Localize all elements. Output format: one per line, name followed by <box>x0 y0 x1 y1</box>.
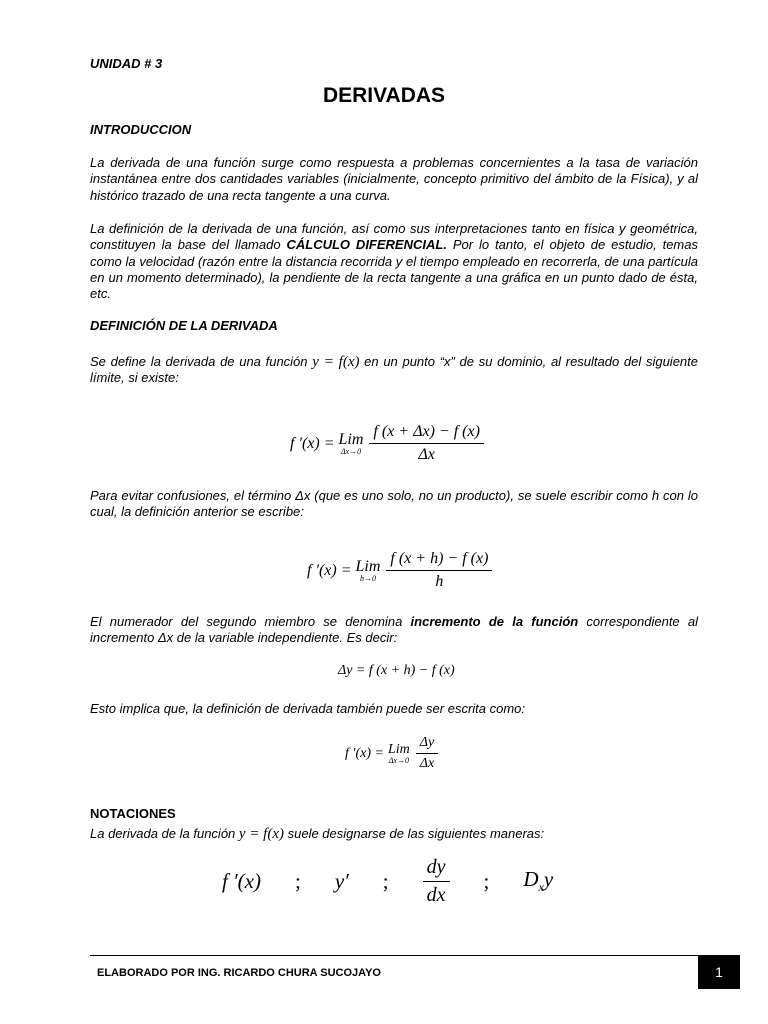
definition-paragraph-2: Para evitar confusiones, el término Δx (que es uno solo, no un producto), se suele escribir como h con lo cual, la definición anterior se escribe: <box>90 488 698 520</box>
definition-paragraph-1: Se define la derivada de una función y = f(x) en un punto “x” de su dominio, al resultado del siguiente límite, si existe: <box>90 354 698 386</box>
definition-paragraph-4: Esto implica que, la definición de derivada también puede ser escrita como: <box>90 701 526 716</box>
section-heading-intro: INTRODUCCION <box>90 122 192 137</box>
section-heading-notations: NOTACIONES <box>90 806 176 821</box>
notation-prime: f ′(x) <box>222 869 261 893</box>
section-heading-definition: DEFINICIÓN DE LA DERIVADA <box>90 318 278 333</box>
notations-paragraph: La derivada de la función y = f(x) suele designarse de las siguientes maneras: <box>90 826 545 842</box>
derivative-definition-equation: f ′(x) = Lim Δx→0 $\frac{f (x + \Delta x) - f (x)}{\Delta x}$ <box>290 423 484 464</box>
notation-separator: ; <box>382 869 389 893</box>
unit-label: UNIDAD # 3 <box>90 56 163 71</box>
intro-paragraph-2: La definición de la derivada de una función, así como sus interpretaciones tanto en física y geométrica, constituyen la base del llamado CÁLCULO DIFERENCIAL. Por lo tanto, el objeto de estudio, temas como la velocidad (razón entre la distancia recorrida y el tiempo empleado en recorrerla, de una partícula en un momento determinado), la pendiente de la recta tangente a una gráfica en un punto dado de ésta, etc. <box>90 221 698 302</box>
notation-operator: $D_xy$ <box>523 867 554 895</box>
increment-equation: Δy = f (x + h) − f (x) <box>338 663 455 678</box>
derivative-delta-equation: f ′(x) = Lim Δx→0 $\frac{\Delta y}{\Delta x}$ <box>345 735 438 772</box>
notation-leibniz: $\frac{dy}{dx}$ <box>423 856 450 907</box>
notation-y-prime: y′ <box>334 869 349 893</box>
page-number: 1 <box>698 955 740 989</box>
intro-paragraph-1: La derivada de una función surge como respuesta a problemas concernientes a la tasa de variación instantánea entre dos cantidades variables (inicialmente, concepto primitivo del ámbito de la Física), y al histórico trazado de una recta tangente a una curva. <box>90 155 698 203</box>
definition-paragraph-3: El numerador del segundo miembro se denomina incremento de la función correspondiente al incremento Δx de la variable independiente. Es decir: <box>90 614 698 646</box>
footer-author: ELABORADO POR ING. RICARDO CHURA SUCOJAYO <box>97 967 381 979</box>
derivative-h-equation: f ′(x) = Lim h→0 $\frac{f (x + h) - f (x)}{h}$ <box>307 550 492 591</box>
notations-list <box>222 856 553 907</box>
notation-separator: ; <box>295 869 301 893</box>
footer-divider <box>90 955 738 956</box>
notation-separator: ; <box>483 869 490 893</box>
page-title: DERIVADAS <box>322 84 446 107</box>
